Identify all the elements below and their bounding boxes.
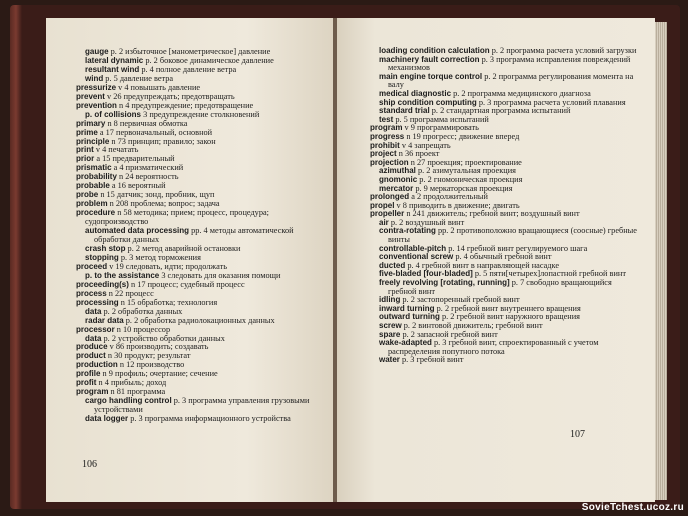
entry-gloss: p. 4 обычный гребной винт (455, 252, 552, 262)
entry-term: test (379, 114, 394, 124)
entry-term: proceed (76, 261, 108, 271)
entry-gloss: p. 2 метод аварийной остановки (127, 243, 241, 253)
entry-term: profile (76, 369, 101, 379)
entry-gloss: p. 3 программа информационного устройства (130, 414, 291, 424)
entry-term: process (76, 288, 107, 298)
entry-term: project (370, 149, 397, 159)
entry-term: print (76, 145, 94, 155)
entry-gloss: n 27 проекция; проектирование (410, 157, 522, 167)
entry-gloss: p. 4 гребной винт в направляющей насадке (407, 260, 560, 270)
entry-term: wake-adapted (379, 338, 432, 348)
entry-term: propeller (370, 209, 405, 219)
entry-term: procedure (76, 208, 116, 218)
entry-term: propel (370, 200, 395, 210)
entry-term: controllable-pitch (379, 243, 447, 253)
dictionary-entry (76, 397, 326, 415)
entry-term: processing (76, 297, 119, 307)
entry-term: pressurize (76, 82, 117, 92)
entry-gloss: p. 2 программа регулирования момента на валу (388, 71, 634, 90)
entry-term: probable (76, 181, 110, 191)
entry-term: program (370, 123, 403, 133)
entry-term: probe (76, 190, 99, 200)
entry-term: problem (76, 199, 108, 209)
entry-gloss: p. 2 гномоническая проекция (419, 174, 523, 184)
entry-term: processor (76, 324, 115, 334)
entry-gloss: n 30 продукт; результат (107, 351, 191, 361)
entry-term: prevention (76, 100, 117, 110)
entry-gloss: n 12 производство (119, 360, 185, 370)
entry-term: inward turning (379, 303, 435, 313)
entry-gloss: n 4 предупреждение; предотвращение (118, 100, 254, 110)
right-page-number: 107 (570, 429, 585, 440)
entry-gloss: p. 5 программа испытаний (395, 114, 489, 124)
entry-gloss: v 8 приводить в движение; двигать (396, 200, 520, 210)
entry-term: screw (379, 321, 402, 330)
entry-gloss: p. 2 гребной винт внутреннего вращения (436, 303, 581, 313)
entry-term: mercator (379, 183, 414, 193)
entry-term: program (76, 387, 109, 397)
entry-gloss: p. 2 винтовой движитель; гребной винт (403, 321, 543, 330)
right-page (337, 18, 655, 502)
entry-term: idling (379, 295, 401, 305)
entry-gloss: p. 5 давление ветра (105, 73, 174, 83)
dictionary-entry (370, 56, 642, 73)
entry-term: p. to the assistance (85, 270, 160, 280)
entry-gloss: a 15 предварительный (96, 154, 175, 164)
left-page (46, 18, 333, 502)
entry-term: five-bladed [four-bladed] (379, 269, 473, 279)
entry-term: gauge (85, 47, 109, 56)
entry-gloss: p. 2 программа медицинского диагноза (453, 88, 591, 98)
entry-term: prime (76, 127, 98, 137)
entry-gloss: n 241 движитель; гребной винт; воздушный винт (406, 209, 580, 219)
entry-gloss: v 19 следовать, идти; продолжать (109, 261, 228, 271)
entry-gloss: n 8 первичная обмотка (107, 118, 188, 128)
entry-term: ducted (379, 260, 406, 270)
dictionary-entry (370, 356, 642, 365)
dictionary-entry (370, 279, 642, 296)
entry-gloss: v 4 повышать давление (118, 82, 201, 92)
entry-term: prolonged (370, 192, 410, 202)
entry-term: produce (76, 342, 108, 352)
entry-term: p. of collisions (85, 109, 142, 119)
dictionary-entry (370, 227, 642, 244)
entry-gloss: p. 2 программа расчета условий загрузки (491, 46, 637, 55)
entry-term: cargo handling control (85, 396, 172, 406)
entry-gloss: p. 2 устройство обработки данных (103, 333, 225, 343)
entry-gloss: n 15 датчик; зонд, пробник, щуп (100, 190, 215, 200)
entry-term: spare (379, 329, 401, 339)
entry-gloss: a 16 вероятный (111, 181, 166, 191)
entry-gloss: v 26 предупреждать; предотвращать (106, 91, 235, 101)
entry-term: prevent (76, 91, 105, 101)
entry-term: resultant wind (85, 64, 140, 74)
entry-gloss: v 4 печатать (95, 145, 139, 155)
entry-term: data (85, 306, 102, 316)
entry-term: stopping (85, 252, 119, 262)
dictionary-entry (76, 209, 326, 227)
entry-term: medical diagnostic (379, 88, 452, 98)
entry-gloss: n 24 вероятность (118, 172, 179, 182)
entry-term: principle (76, 136, 110, 146)
watermark: SovieTchest.ucoz.ru (581, 502, 684, 513)
entry-term: azimuthal (379, 166, 416, 176)
left-page-number: 106 (82, 459, 97, 470)
entry-gloss: p. 2 воздушный винт (390, 217, 465, 227)
entry-term: air (379, 217, 389, 227)
entry-gloss: p. 14 гребной винт регулируемого шага (448, 243, 588, 253)
entry-gloss: a 2 продолжительный (411, 192, 488, 202)
entry-gloss: p. 5 пяти[четырех]лопастной гребной винт (474, 269, 626, 279)
entry-gloss: n 10 процессор (116, 324, 171, 334)
entry-term: lateral dynamic (85, 55, 144, 65)
entry-gloss: p. 2 застопоренный гребной винт (402, 295, 520, 305)
entry-term: loading condition calculation (379, 46, 490, 55)
entry-gloss: p. 3 метод торможения (120, 252, 201, 262)
entry-gloss: p. 2 азимутальная проекция (417, 166, 516, 176)
entry-term: prohibit (370, 140, 400, 150)
entry-term: prior (76, 154, 95, 164)
entry-gloss: p. 2 обработка радиолокационных данных (125, 315, 275, 325)
entry-gloss: pp. 4 методы автоматической обработки данных (94, 226, 294, 245)
entry-gloss: p. 2 обработка данных (103, 306, 183, 316)
entry-term: data logger (85, 414, 129, 424)
entry-term: conventional screw (379, 252, 454, 262)
entry-term: production (76, 360, 118, 370)
dictionary-entry (76, 415, 326, 424)
entry-gloss: n 36 проект (398, 149, 440, 159)
left-entries (76, 48, 326, 424)
entry-term: automated data processing (85, 226, 190, 236)
entry-term: projection (370, 157, 409, 167)
entry-gloss: v 86 производить; создавать (109, 342, 209, 352)
entry-gloss: p. 9 меркаторская проекция (415, 183, 513, 193)
dictionary-entry (370, 339, 642, 356)
entry-term: product (76, 351, 106, 361)
entry-term: freely revolving [rotating, running] (379, 278, 510, 288)
entry-gloss: p. 2 запасной гребной винт (402, 329, 498, 339)
entry-gloss: p. 4 полное давление ветра (141, 64, 237, 74)
entry-gloss: n 58 методика; прием; процесс, процедура; судопроизводство (85, 208, 269, 227)
entry-term: gnomonic (379, 174, 418, 184)
entry-term: water (379, 355, 400, 365)
entry-gloss: a 4 призматический (113, 163, 184, 173)
entry-term: crash stop (85, 243, 126, 253)
right-entries (370, 47, 642, 365)
entry-gloss: n 17 процесс; судебный процесс (130, 279, 245, 289)
entry-term: main engine torque control (379, 71, 483, 81)
entry-gloss: p. 7 свободно вращающийся гребной винт (388, 278, 612, 296)
entry-term: data (85, 333, 102, 343)
entry-gloss: p. 3 гребной винт (401, 355, 464, 365)
entry-term: progress (370, 131, 405, 141)
entry-gloss: p. 3 программа исправления повреждений механизмов (388, 54, 631, 73)
entry-gloss: n 9 профиль; очертание; сечение (102, 369, 218, 379)
dictionary-entry (76, 227, 326, 245)
entry-gloss: 3 предупреждение столкновений (143, 109, 260, 119)
entry-gloss: pp. 2 противоположно вращающиеся (соосные) гребные винты (388, 226, 637, 245)
entry-gloss: p. 2 стандартная программа испытаний (431, 106, 571, 116)
entry-term: probability (76, 172, 117, 182)
entry-gloss: p. 2 боковое динамическое давление (145, 55, 274, 65)
entry-gloss: n 208 проблема; вопрос; задача (109, 199, 220, 209)
entry-gloss: p. 3 программа расчета условий плавания (478, 97, 626, 107)
entry-gloss: p. 3 гребной винт, спроектированный с учетом распределения попутного потока (388, 338, 599, 356)
entry-term: contra-rotating (379, 226, 436, 236)
entry-term: standard trial (379, 106, 430, 116)
entry-term: ship condition computing (379, 97, 477, 107)
entry-term: machinery fault correction (379, 54, 480, 64)
entry-term: radar data (85, 315, 124, 325)
entry-term: primary (76, 118, 106, 128)
entry-gloss: n 15 обработка; технология (120, 297, 218, 307)
entry-gloss: p. 3 программа управления грузовыми устройствами (94, 396, 310, 415)
dictionary-entry (370, 73, 642, 90)
entry-gloss: p. 2 избыточное [манометрическое] давление (110, 47, 271, 56)
entry-term: proceeding(s) (76, 279, 129, 289)
entry-gloss: 3 следовать для оказания помощи (161, 270, 281, 280)
entry-gloss: n 22 процесс (108, 288, 154, 298)
entry-gloss: n 19 прогресс; движение вперед (406, 131, 520, 141)
page-edges (655, 22, 667, 500)
entry-gloss: n 73 принцип; правило; закон (111, 136, 216, 146)
entry-term: wind (85, 73, 104, 83)
entry-gloss: n 81 программа (110, 387, 166, 397)
entry-gloss: v 9 программировать (404, 123, 479, 133)
entry-gloss: p. 2 гребной винт наружного вращения (441, 312, 581, 322)
entry-term: prismatic (76, 163, 112, 173)
entry-gloss: v 4 запрещать (401, 140, 451, 150)
entry-gloss: n 4 прибыль; доход (98, 378, 167, 388)
entry-gloss: a 17 первоначальный, основной (99, 127, 213, 137)
entry-term: outward turning (379, 312, 440, 322)
entry-term: profit (76, 378, 97, 388)
